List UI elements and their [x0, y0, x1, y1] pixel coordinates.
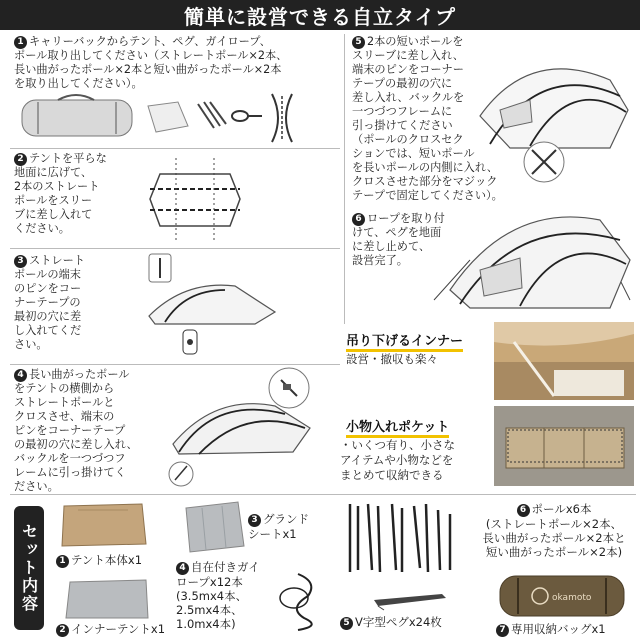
inner-tent-image: [62, 578, 152, 620]
guy-rope-image: [268, 568, 334, 634]
title-bar: [0, 0, 640, 30]
ground-sheet-image: [182, 500, 248, 556]
step-3-illustration: [145, 252, 295, 362]
item-5: 5 V字型ペグx24枚: [340, 615, 442, 630]
step-1-illustration: [18, 92, 318, 144]
step-6-illustration: [430, 200, 634, 320]
step-2-text: [14, 152, 134, 236]
step-5-illustration: [470, 40, 630, 200]
step-description: ロープを取り付 けて、ペグを地面 に差し止めて、 設営完了。: [352, 212, 445, 267]
step-3-text: [14, 254, 134, 352]
divider: [10, 148, 340, 149]
page-title: 簡単に設営できる自立タイプ: [184, 4, 456, 29]
feature-pocket-heading: 小物入れポケット: [346, 416, 449, 435]
step-number: 1: [14, 36, 27, 49]
rope-icon: [232, 111, 262, 121]
poles-icon: [272, 94, 292, 142]
step-4-illustration: [165, 366, 315, 490]
divider: [10, 364, 340, 365]
feature-inner-text: 設営・撤収も楽々: [346, 352, 438, 366]
step-number: 3: [14, 255, 27, 268]
step-number: 5: [352, 36, 365, 49]
item-6: 6 ポールx6本 (ストレートポール×2本、 長い曲がったポール×2本と 短い曲がったポール×2本): [482, 502, 626, 559]
step-description: ストレート ポールの端末 のピンをコー ナーテープの 最初の穴に差 し入れてくだ さい。: [14, 254, 85, 351]
step-number: 6: [352, 213, 365, 226]
bag-logo: okamoto: [552, 593, 592, 603]
item-3: 3 グランド シートx1: [248, 512, 309, 541]
step-1-text: [14, 35, 344, 91]
pegs-icon: [198, 102, 226, 128]
step-description: テントを平らな 地面に広げて、 2本のストレート ポールをスリー ブに差し入れて ください。: [14, 152, 107, 235]
pegs-image: [370, 590, 450, 612]
step-description: 長い曲がったポール をテントの横側から ストレートポールと クロスさせ、端末の ピンをコーナーテープ の最初の穴に差し入れ、 バックルを一つづつフ レームに引っ掛けてく ださい。: [14, 368, 138, 493]
item-7: 7 専用収納バッグx1: [496, 622, 606, 637]
step-2-illustration: [140, 154, 250, 244]
tent-body-image: [58, 500, 148, 550]
step-4-text: [14, 368, 174, 494]
poles-image: [344, 500, 460, 576]
feature-pocket-text: ・いくつ有り、小さな アイテムや小物などを まとめて収納できる: [340, 438, 455, 482]
pocket-photo: [494, 406, 634, 486]
item-1: 1 テント本体x1: [56, 553, 142, 568]
divider: [10, 494, 636, 495]
set-contents-label: セット内容: [14, 506, 44, 630]
item-2: 2 インナーテントx1: [56, 622, 165, 637]
item-4: 4 自在付きガイ ロープx12本 (3.5mx4本、 2.5mx4本、 1.0mx4本): [176, 560, 260, 631]
column-divider: [344, 34, 345, 324]
folded-tent-icon: [148, 102, 188, 132]
step-description: キャリーバックからテント、ペグ、ガイロープ、 ポール取り出してください（ストレートポール×2本、 長い曲がったポール×2本と短い曲がったポール×2本 を取り出してください）。: [14, 35, 288, 90]
feature-inner-heading: 吊り下げるインナー: [346, 330, 463, 349]
carry-bag-icon: [22, 95, 132, 136]
step-number: 4: [14, 369, 27, 382]
step-description: 2本の短いポールを スリーブに差し入れ、 端末のピンをコーナー テープの最初の穴に 差し入れ、バックルを 一つづつフレームに 引っ掛けてください （ポールのクロスセク ションでは、短いポール を長いポールの内側に入れ、 クロスさせた部分をマジック テープで固定してください）。: [352, 35, 503, 202]
step-number: 2: [14, 153, 27, 166]
inner-photo: [494, 322, 634, 400]
divider: [10, 248, 340, 249]
storage-bag-image: [496, 570, 628, 620]
